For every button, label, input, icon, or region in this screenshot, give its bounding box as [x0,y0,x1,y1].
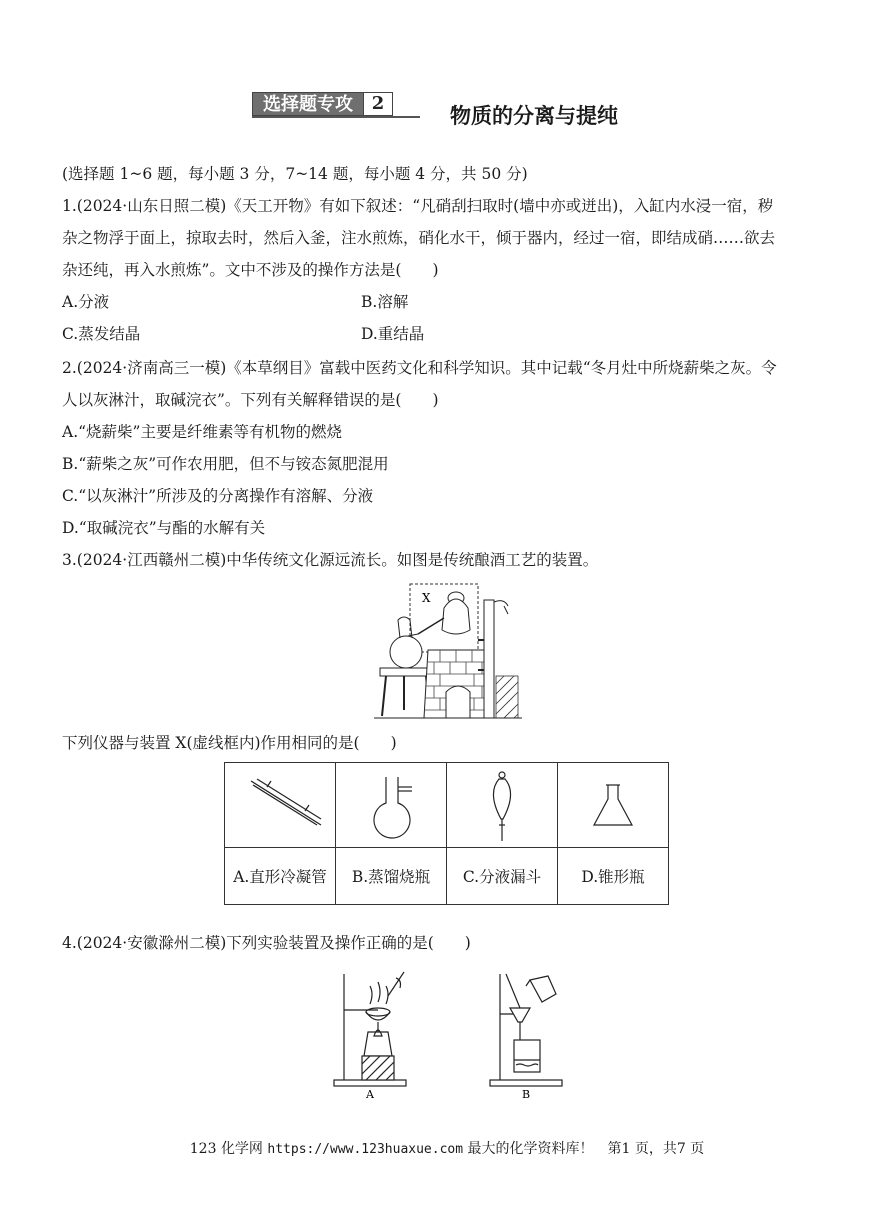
q4-figure-a-label: A [366,1088,374,1101]
q3-option-b: B.蒸馏烧瓶 [336,848,447,905]
section-tag-label: 选择题专攻 [252,92,364,116]
q1-option-c: C.蒸发结晶 [62,325,141,343]
wine-distillation-figure [374,580,522,722]
q4-figure-b-label: B [521,1088,531,1101]
score-intro: (选择题 1~6 题，每小题 3 分，7~14 题，每小题 4 分，共 50 分) [62,165,528,183]
q3-option-c: C.分液漏斗 [447,848,558,905]
q3-option-a: A.直形冷凝管 [225,848,336,905]
footer-url[interactable]: https://www.123huaxue.com [267,1142,464,1157]
q1-option-d: D.重结晶 [361,325,425,343]
q3-option-a-figure [225,763,336,848]
figure-x-label: X [422,591,431,605]
q2-line2: 人以灰淋汁，取碱浣衣”。下列有关解释错误的是( ) [62,391,439,409]
q3-question: 下列仪器与装置 X(虚线框内)作用相同的是( ) [62,734,397,752]
q3-option-d-figure [558,763,669,848]
section-tag-underline [252,116,420,118]
q1-line2: 杂之物浮于面上，掠取去时，然后入釜，注水煎炼，硝化水干，倾于器内，经过一宿，即结成硝……欲去 [62,229,776,247]
q2-option-a: A.“烧薪柴”主要是纤维素等有机物的燃烧 [62,423,342,441]
q1-line1: 1.(2024·山东日照二模)《天工开物》有如下叙述：“凡硝刮扫取时(墙中亦或迸出)，入缸内水浸一宿，秽 [62,197,774,215]
footer-site-name: 123 化学网 [189,1141,263,1157]
q3-option-d: D.锥形瓶 [558,848,669,905]
q1-option-a: A.分液 [62,293,110,311]
q3-line1: 3.(2024·江西赣州二模)中华传统文化源远流长。如图是传统酿酒工艺的装置。 [62,551,599,569]
page-footer [0,1138,894,1158]
footer-page-info: 最大的化学资料库！ 第1 页，共7 页 [467,1141,705,1157]
q4-line1: 4.(2024·安徽滁州二模)下列实验装置及操作正确的是( ) [62,934,471,952]
separatory-funnel-icon [447,763,557,847]
erlenmeyer-flask-icon [558,763,668,847]
q4-figure-a [330,966,410,1102]
section-tag-number: 2 [364,92,393,116]
q2-option-d: D.“取碱浣衣”与酯的水解有关 [62,519,266,537]
q4-figure-b [486,966,566,1102]
q1-option-b: B.溶解 [361,293,409,311]
distilling-flask-icon [336,763,446,847]
straight-condenser-icon [225,763,335,847]
q2-line1: 2.(2024·济南高三一模)《本草纲目》富载中医药文化和科学知识。其中记载“冬月灶中所烧薪柴之灰。令 [62,359,777,377]
page-title: 物质的分离与提纯 [450,103,618,128]
q2-option-c: C.“以灰淋汁”所涉及的分离操作有溶解、分液 [62,487,374,505]
q1-line3: 杂还纯，再入水煎炼”。文中不涉及的操作方法是( ) [62,261,439,279]
q2-option-b: B.“薪柴之灰”可作农用肥，但不与铵态氮肥混用 [62,455,389,473]
q3-option-b-figure [336,763,447,848]
section-tag [252,92,393,116]
q3-options-table [224,762,669,905]
q3-option-c-figure [447,763,558,848]
